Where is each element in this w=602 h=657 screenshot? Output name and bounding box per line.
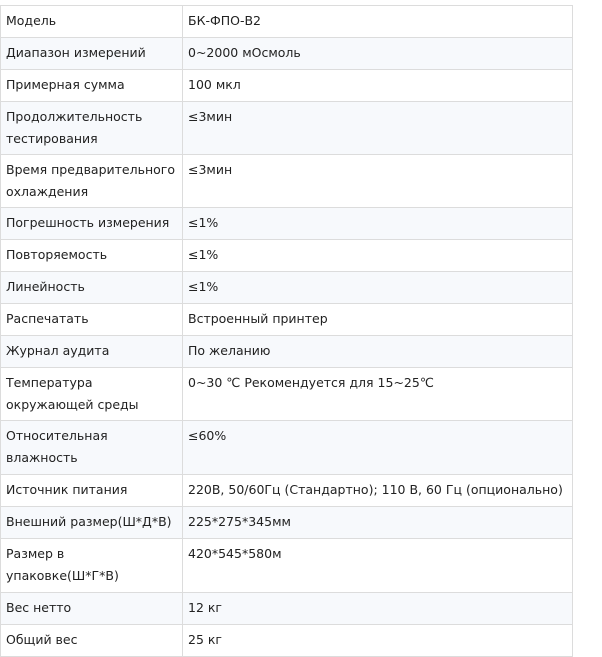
spec-value: ≤3мин: [188, 162, 233, 177]
spec-value: 420*545*580м: [188, 546, 282, 561]
spec-label: Размер в упаковке(Ш*Г*В): [6, 546, 119, 583]
spec-value: По желанию: [188, 343, 271, 358]
spec-label-cell: [1, 625, 183, 657]
spec-label-cell: [1, 102, 183, 155]
spec-row: [1, 70, 573, 102]
spec-row: [1, 593, 573, 625]
spec-row: [1, 475, 573, 507]
spec-row: [1, 507, 573, 539]
spec-value: Встроенный принтер: [188, 311, 328, 326]
spec-label-cell: [1, 421, 183, 475]
spec-value: ≤1%: [188, 215, 219, 230]
spec-row: [1, 304, 573, 336]
spec-label: Время предварительного охлаждения: [6, 162, 176, 199]
spec-label-cell: [1, 38, 183, 70]
spec-label-cell: [1, 593, 183, 625]
spec-label: Журнал аудита: [6, 343, 110, 358]
spec-value: 0~2000 мОсмоль: [188, 45, 301, 60]
spec-value-cell: [183, 6, 573, 38]
spec-value-cell: [183, 102, 573, 155]
spec-value: 225*275*345мм: [188, 514, 291, 529]
spec-value: 100 мкл: [188, 77, 241, 92]
spec-row: [1, 208, 573, 240]
spec-label-cell: [1, 475, 183, 507]
spec-value: ≤1%: [188, 247, 219, 262]
spec-value: ≤60%: [188, 428, 227, 443]
spec-label: Внешний размер(Ш*Д*В): [6, 514, 172, 529]
spec-value: 220В, 50/60Гц (Стандартно); 110 В, 60 Гц (опционально): [188, 482, 563, 497]
spec-label: Распечатать: [6, 311, 89, 326]
spec-label-cell: [1, 272, 183, 304]
spec-row: [1, 155, 573, 208]
spec-label: Общий вес: [6, 632, 78, 647]
spec-label: Линейность: [6, 279, 85, 294]
spec-label-cell: [1, 155, 183, 208]
spec-value: 12 кг: [188, 600, 222, 615]
specifications-table: [0, 5, 573, 657]
spec-value-cell: [183, 336, 573, 368]
spec-label: Температура окружающей среды: [6, 375, 139, 412]
spec-row: [1, 272, 573, 304]
spec-row: [1, 368, 573, 421]
spec-row: [1, 240, 573, 272]
spec-label: Источник питания: [6, 482, 128, 497]
spec-value-cell: [183, 539, 573, 593]
spec-row: [1, 625, 573, 657]
spec-value-cell: [183, 304, 573, 336]
spec-value-cell: [183, 240, 573, 272]
spec-value-cell: [183, 272, 573, 304]
spec-value-cell: [183, 475, 573, 507]
specifications-table-body: [1, 6, 573, 657]
spec-label-cell: [1, 208, 183, 240]
spec-label: Продолжительность тестирования: [6, 109, 143, 146]
spec-label-cell: [1, 368, 183, 421]
spec-label-cell: [1, 6, 183, 38]
spec-value-cell: [183, 421, 573, 475]
spec-row: [1, 38, 573, 70]
spec-row: [1, 336, 573, 368]
spec-label-cell: [1, 304, 183, 336]
spec-label: Примерная сумма: [6, 77, 125, 92]
spec-value-cell: [183, 38, 573, 70]
spec-label-cell: [1, 336, 183, 368]
spec-value-cell: [183, 368, 573, 421]
spec-value: БК-ФПО-В2: [188, 13, 261, 28]
spec-label: Вес нетто: [6, 600, 72, 615]
spec-label: Погрешность измерения: [6, 215, 170, 230]
spec-row: [1, 421, 573, 475]
spec-value-cell: [183, 507, 573, 539]
spec-label: Относительная влажность: [6, 428, 108, 465]
spec-value: 0~30 ℃ Рекомендуется для 15~25℃: [188, 375, 434, 390]
spec-value: ≤1%: [188, 279, 219, 294]
spec-value-cell: [183, 208, 573, 240]
spec-label-cell: [1, 539, 183, 593]
spec-label-cell: [1, 70, 183, 102]
spec-label: Модель: [6, 13, 57, 28]
spec-label-cell: [1, 240, 183, 272]
spec-row: [1, 539, 573, 593]
spec-value-cell: [183, 155, 573, 208]
spec-value: 25 кг: [188, 632, 222, 647]
spec-value-cell: [183, 593, 573, 625]
spec-row: [1, 102, 573, 155]
spec-row: [1, 6, 573, 38]
spec-value: ≤3мин: [188, 109, 233, 124]
spec-label-cell: [1, 507, 183, 539]
spec-value-cell: [183, 625, 573, 657]
spec-label: Диапазон измерений: [6, 45, 146, 60]
spec-value-cell: [183, 70, 573, 102]
spec-label: Повторяемость: [6, 247, 108, 262]
